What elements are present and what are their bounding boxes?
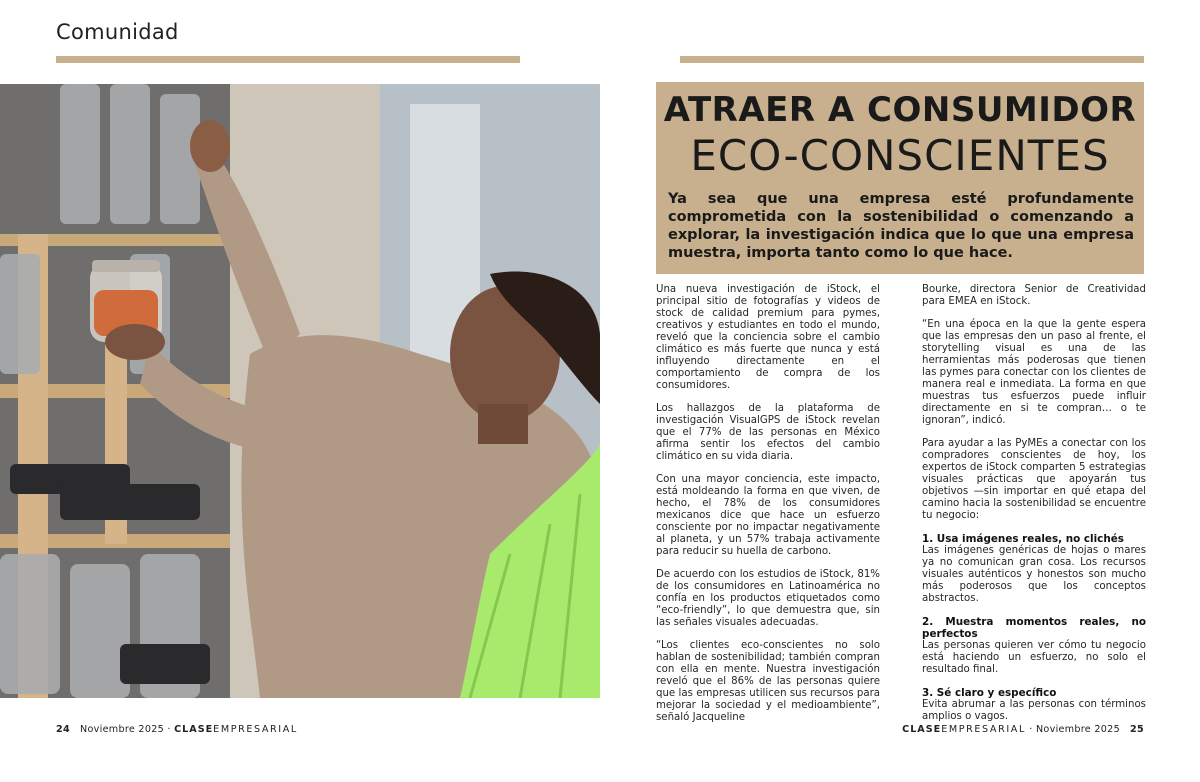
paragraph: Los hallazgos de la plataforma de investigación VisualGPS de iStock revelan que el 77% de las personas en México afirma sentir los efectos del cambio climático en su vida diaria. [656,403,880,462]
brand-empresarial: EMPRESARIAL [941,724,1026,735]
footer-date-right: · Noviembre 2025 [1029,724,1120,735]
page-number-left: 24 [56,724,70,735]
page-number-right: 25 [1130,724,1144,735]
footer-right [902,724,1144,735]
paragraph: Las personas quieren ver cómo tu negocio está haciendo un esfuerzo, no solo el resultado final. [922,640,1146,675]
paragraph: Bourke, directora Senior de Creatividad para EMEA en iStock. [922,284,1146,307]
lead-paragraph: Ya sea que una empresa esté profundamente comprometida con la sostenibilidad o comenzando a explorar, la investigación indica que lo que una empresa muestra, importa tanto como lo que hace. [668,191,1134,261]
footer-left [56,724,298,735]
paragraph: Evita abrumar a las personas con términos amplios o vagos. [922,699,1146,722]
section-label: Comunidad [56,20,179,44]
paragraph: Las imágenes genéricas de hojas o mares ya no comunican gran cosa. Los recursos visuales auténticos y honestos son mucho más poderosos que los conceptos abstractos. [922,545,1146,604]
header-rule-left [56,56,520,63]
header-rule-right [680,56,1144,63]
article-column-2 [922,284,1146,734]
brand-clase: CLASE [174,724,214,735]
strategy-heading-2: 2. Muestra momentos reales, no perfectos [922,616,1146,640]
paragraph: Una nueva investigación de iStock, el principal sitio de fotografías y videos de stock de calidad premium para pymes, creativos y estudiantes en todo el mundo, reveló que la conciencia sobre el cambio climático es más fuerte que nunca y está influyendo directamente en el comportamiento de compra de los consumidores. [656,284,880,391]
lead-box [656,186,1144,274]
strategy-heading-3: 3. Sé claro y específico [922,687,1057,699]
paragraph: De acuerdo con los estudios de iStock, 81% de los consumidores en Latinoamérica no confía en los productos etiquetados como “eco-friendly”, lo que demuestra que, sin las señales visuales adecuadas. [656,569,880,628]
brand-clase: CLASE [902,724,942,735]
title-line-1: ATRAER A CONSUMIDOR [663,90,1137,130]
article-photo [0,84,600,698]
strategy-heading-1: 1. Usa imágenes reales, no clichés [922,533,1124,545]
article-column-1 [656,284,880,735]
paragraph: “Los clientes eco-conscientes no solo hablan de sostenibilidad; también compran con ella en mente. Nuestra investigación reveló que el 86% de las personas quiere que las empresas utilicen sus recursos para mejorar la sociedad y el medioambiente”, señaló Jacqueline [656,640,880,723]
paragraph: Con una mayor conciencia, este impacto, está moldeando la forma en que viven, de hecho, el 78% de los consumidores mexicanos dice que hace un esfuerzo consciente por no impactar negativamente al planeta, y un 57% trabaja activamente para reducir su huella de carbono. [656,474,880,557]
paragraph: “En una época en la que la gente espera que las empresas den un paso al frente, el storytelling visual es una de las herramientas más poderosas que tienen las pymes para conectar con los clientes de manera real e inmediata. La forma en que muestras tus esfuerzos puede influir directamente en si te compran… o te ignoran”, indicó. [922,319,1146,426]
lead-accent [656,186,668,274]
article-title [656,82,1144,186]
footer-date-left: Noviembre 2025 · [80,724,171,735]
brand-empresarial: EMPRESARIAL [213,724,298,735]
paragraph: Para ayudar a las PyMEs a conectar con los compradores conscientes de hoy, los expertos de iStock comparten 5 estrategias visuales prácticas que apoyarán tus objetivos —sin importar en qué etapa del camino hacia la sostenibilidad se encuentre tu negocio: [922,438,1146,521]
photo-woman-refill-store-icon [0,84,600,698]
title-line-2: ECO-CONSCIENTES [690,131,1110,180]
